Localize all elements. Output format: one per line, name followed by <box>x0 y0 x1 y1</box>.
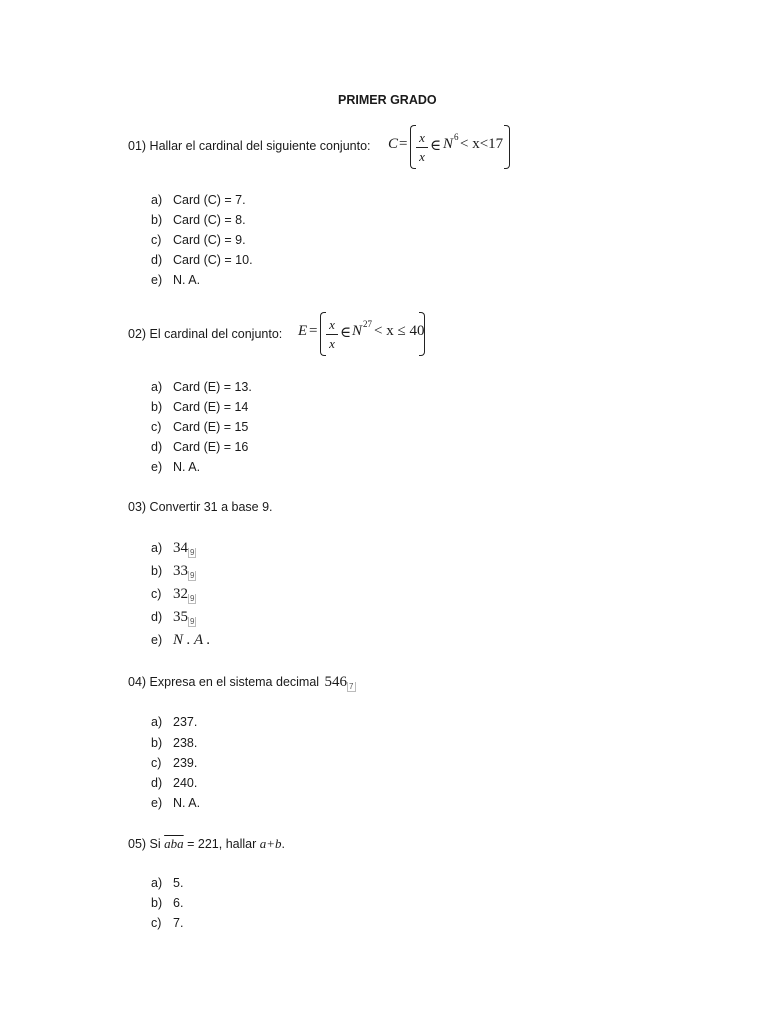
set-name: C <box>388 136 399 152</box>
option-label: a) <box>151 541 163 555</box>
natural-set: N <box>443 136 454 152</box>
option-text: 238. <box>173 736 198 750</box>
base-subscript: 9 <box>190 594 195 603</box>
option-text: Card (C) = 8. <box>173 213 246 227</box>
right-brace <box>504 125 510 169</box>
option-row <box>151 563 196 580</box>
option-label: c) <box>151 587 162 601</box>
option-text: 34 <box>173 540 188 556</box>
option-row <box>151 736 197 750</box>
option-row <box>151 440 248 454</box>
option-text: Card (E) = 13. <box>173 380 252 394</box>
option-label: c) <box>151 756 162 770</box>
option-text: 240. <box>173 776 198 790</box>
option-text: 5. <box>173 876 184 890</box>
option-text: 237. <box>173 715 198 729</box>
option-row <box>151 233 246 247</box>
option-text: N . A . <box>173 632 211 648</box>
option-label: e) <box>151 460 163 474</box>
option-text: Card (C) = 10. <box>173 253 253 267</box>
fraction-denominator: x <box>419 149 425 164</box>
option-text: Card (E) = 16 <box>173 440 249 454</box>
base-subscript: 7 <box>349 682 354 691</box>
page-title: PRIMER GRADO <box>338 93 437 107</box>
option-text: 33 <box>173 563 188 579</box>
base-subscript: 9 <box>190 548 195 557</box>
option-text: 239. <box>173 756 198 770</box>
option-text: Card (C) = 7. <box>173 193 246 207</box>
question-3-text: 03) Convertir 31 a base 9. <box>128 500 273 514</box>
option-row <box>151 253 253 267</box>
option-text: N. A. <box>173 273 201 287</box>
option-label: a) <box>151 380 163 394</box>
option-row <box>151 586 196 603</box>
option-row <box>151 796 200 810</box>
option-text: 32 <box>173 586 188 602</box>
option-row <box>151 916 183 930</box>
option-row <box>151 540 196 557</box>
equals-sign: = <box>399 136 408 152</box>
option-row <box>151 420 248 434</box>
option-row <box>151 609 196 626</box>
option-row <box>151 715 197 729</box>
exponent: 6 <box>454 132 459 142</box>
option-label: e) <box>151 633 163 647</box>
option-text: Card (C) = 9. <box>173 233 246 247</box>
option-label: c) <box>151 916 162 930</box>
option-text: N. A. <box>173 460 201 474</box>
question-4-number: 546 <box>324 674 348 690</box>
fraction-numerator: x <box>329 317 335 332</box>
option-label: a) <box>151 715 163 729</box>
option-row <box>151 460 200 474</box>
option-label: b) <box>151 736 163 750</box>
question-4 <box>128 674 356 691</box>
question-5-suffix: . <box>281 837 286 851</box>
option-row <box>151 213 246 227</box>
option-label: c) <box>151 420 162 434</box>
option-row <box>151 756 197 770</box>
fraction <box>416 130 428 165</box>
option-label: b) <box>151 564 163 578</box>
option-label: e) <box>151 273 163 287</box>
option-text: 7. <box>173 916 184 930</box>
option-label: b) <box>151 896 163 910</box>
natural-set: N <box>352 323 363 339</box>
option-label: d) <box>151 440 163 454</box>
option-text: Card (E) = 14 <box>173 400 249 414</box>
option-label: d) <box>151 253 163 267</box>
option-label: e) <box>151 796 163 810</box>
overlined-number: $\overline{aba}$ <box>164 836 184 851</box>
option-label: d) <box>151 610 163 624</box>
option-text: Card (E) = 15 <box>173 420 249 434</box>
option-label: a) <box>151 193 163 207</box>
option-row <box>151 776 197 790</box>
option-label: d) <box>151 776 163 790</box>
option-row <box>151 896 183 910</box>
condition: < x<17 <box>460 136 504 152</box>
element-of-symbol: ∈ <box>430 138 442 154</box>
option-row <box>151 273 200 287</box>
base-subscript: 9 <box>190 617 195 626</box>
option-label: c) <box>151 233 162 247</box>
fraction <box>326 317 338 352</box>
option-text: N. A. <box>173 796 201 810</box>
fraction-denominator: x <box>329 336 335 351</box>
option-row <box>151 876 183 890</box>
option-text: 35 <box>173 609 188 625</box>
option-row <box>151 400 248 414</box>
option-text: 6. <box>173 896 184 910</box>
question-5-middle: = 221, hallar <box>187 837 257 851</box>
option-label: b) <box>151 213 163 227</box>
question-5-expression: a+b <box>259 836 282 851</box>
question-5 <box>128 836 285 852</box>
set-name: E <box>298 323 308 339</box>
option-row <box>151 193 246 207</box>
option-row <box>151 380 252 394</box>
fraction-numerator: x <box>419 130 425 145</box>
condition: < x ≤ 40 <box>374 323 425 339</box>
option-row <box>151 632 210 649</box>
option-label: b) <box>151 400 163 414</box>
element-of-symbol: ∈ <box>340 325 352 341</box>
question-4-text: 04) Expresa en el sistema decimal <box>128 675 320 689</box>
base-subscript: 9 <box>190 571 195 580</box>
question-1-text: 01) Hallar el cardinal del siguiente conjunto: <box>128 139 371 153</box>
right-brace <box>419 312 425 356</box>
exponent: 27 <box>363 319 372 329</box>
equals-sign: = <box>309 323 318 339</box>
option-label: a) <box>151 876 163 890</box>
question-5-prefix: 05) Si <box>128 837 161 851</box>
question-2-text: 02) El cardinal del conjunto: <box>128 327 283 341</box>
